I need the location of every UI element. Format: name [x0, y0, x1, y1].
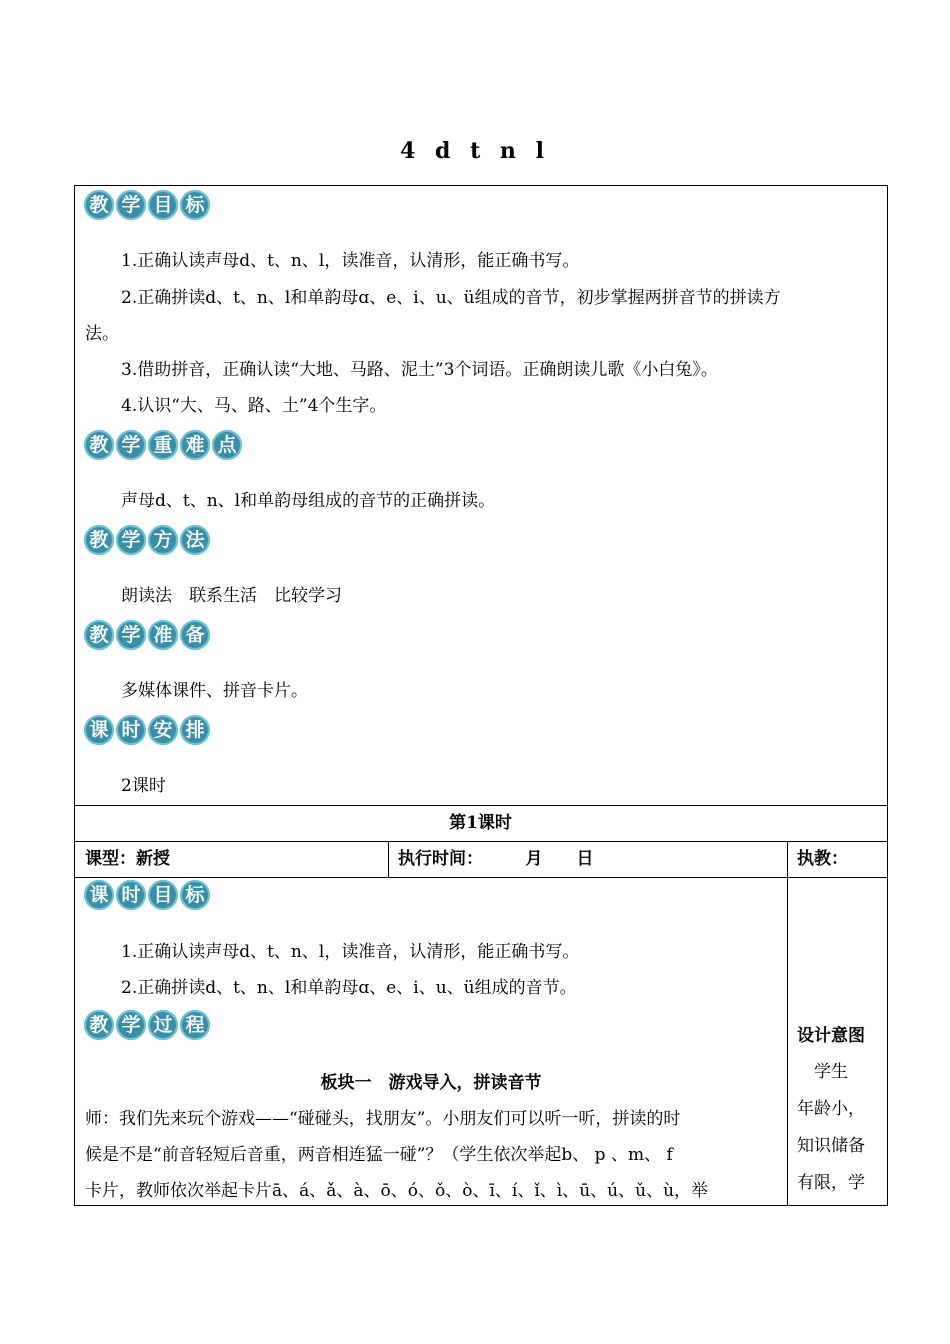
teaching-methods-text: 朗读法 联系生活 比较学习	[121, 586, 342, 606]
design-intent-line: 年龄小，	[797, 1099, 865, 1119]
preparation-text: 多媒体课件、拼音卡片。	[121, 681, 308, 701]
badge-char: 学	[116, 190, 146, 220]
process-line-3: 卡片，教师依次举起卡片ā、á、ǎ、à、ō、ó、ǒ、ò、ī、í、ǐ、ì、ū、ú、ǔ、ù，举	[85, 1181, 709, 1201]
process-line-2: 候是不是“前音轻短后音重，两音相连猛一碰”？（学生依次举起b、 p 、m、 f	[85, 1145, 673, 1165]
badge-teaching-process	[84, 1010, 212, 1040]
lesson-goal-1: 1.正确认读声母d、t、n、l，读准音，认清形，能正确书写。	[121, 942, 580, 962]
badge-char: 目	[148, 880, 178, 910]
badge-char: 教	[84, 190, 114, 220]
badge-char: 教	[84, 1010, 114, 1040]
info-row	[74, 842, 888, 878]
cell-divider	[787, 878, 788, 1205]
badge-char: 难	[180, 430, 210, 460]
design-intent-line: 学生	[797, 1062, 848, 1082]
badge-char: 教	[84, 430, 114, 460]
badge-teaching-goals	[84, 190, 212, 220]
badge-char: 课	[84, 715, 114, 745]
badge-char: 教	[84, 525, 114, 555]
badge-char: 标	[180, 190, 210, 220]
lesson-overview-box	[74, 185, 888, 806]
badge-char: 准	[148, 620, 178, 650]
badge-char: 学	[116, 525, 146, 555]
badge-char: 重	[148, 430, 178, 460]
goal-item-2: 2.正确拼读d、t、n、l和单韵母ɑ、e、i、u、ü组成的音节，初步掌握两拼音节的拼读方	[121, 288, 781, 308]
badge-char: 教	[84, 620, 114, 650]
design-intent-line: 知识储备	[797, 1136, 865, 1156]
badge-char: 排	[180, 715, 210, 745]
badge-teaching-methods	[84, 525, 212, 555]
design-intent-line: 有限，学	[797, 1173, 865, 1193]
cell-divider	[787, 842, 788, 877]
badge-char: 过	[148, 1010, 178, 1040]
badge-char: 法	[180, 525, 210, 555]
badge-char: 方	[148, 525, 178, 555]
goal-item-2-cont: 法。	[85, 324, 119, 344]
badge-char: 学	[116, 1010, 146, 1040]
badge-preparation	[84, 620, 212, 650]
goal-item-1: 1.正确认读声母d、t、n、l，读准音，认清形，能正确书写。	[121, 251, 580, 271]
cell-divider	[388, 842, 389, 877]
badge-char: 课	[84, 880, 114, 910]
goal-item-4: 4.认识“大、马、路、土”4个生字。	[121, 396, 387, 416]
badge-schedule	[84, 715, 212, 745]
process-line-1: 师：我们先来玩个游戏——“碰碰头，找朋友”。小朋友们可以听一听，拼读的时	[85, 1109, 681, 1129]
badge-char: 时	[116, 715, 146, 745]
lesson-header: 第1课时	[449, 813, 512, 833]
badge-char: 学	[116, 430, 146, 460]
badge-char: 时	[116, 880, 146, 910]
schedule-text: 2课时	[121, 776, 166, 796]
badge-char: 程	[180, 1010, 210, 1040]
execution-time: 执行时间： 月 日	[398, 849, 594, 869]
lesson-header-row	[74, 806, 888, 842]
block-title: 板块一 游戏导入，拼读音节	[320, 1073, 542, 1093]
page-title: 4 d t n l	[400, 138, 550, 164]
badge-char: 学	[116, 620, 146, 650]
badge-char: 备	[180, 620, 210, 650]
badge-lesson-goals	[84, 880, 212, 910]
badge-char: 标	[180, 880, 210, 910]
lesson-goal-2: 2.正确拼读d、t、n、l和单韵母ɑ、e、i、u、ü组成的音节。	[121, 978, 577, 998]
lesson-content-row	[74, 878, 888, 1206]
key-difficulties-text: 声母d、t、n、l和单韵母组成的音节的正确拼读。	[121, 491, 496, 511]
lesson-type: 课型：新授	[85, 849, 170, 869]
badge-char: 目	[148, 190, 178, 220]
teacher-label: 执教：	[797, 849, 848, 869]
design-intent-heading: 设计意图	[797, 1026, 865, 1046]
badge-char: 点	[212, 430, 242, 460]
goal-item-3: 3.借助拼音，正确认读“大地、马路、泥土”3个词语。正确朗读儿歌《小白兔》。	[121, 360, 718, 380]
badge-char: 安	[148, 715, 178, 745]
badge-key-difficulties	[84, 430, 244, 460]
